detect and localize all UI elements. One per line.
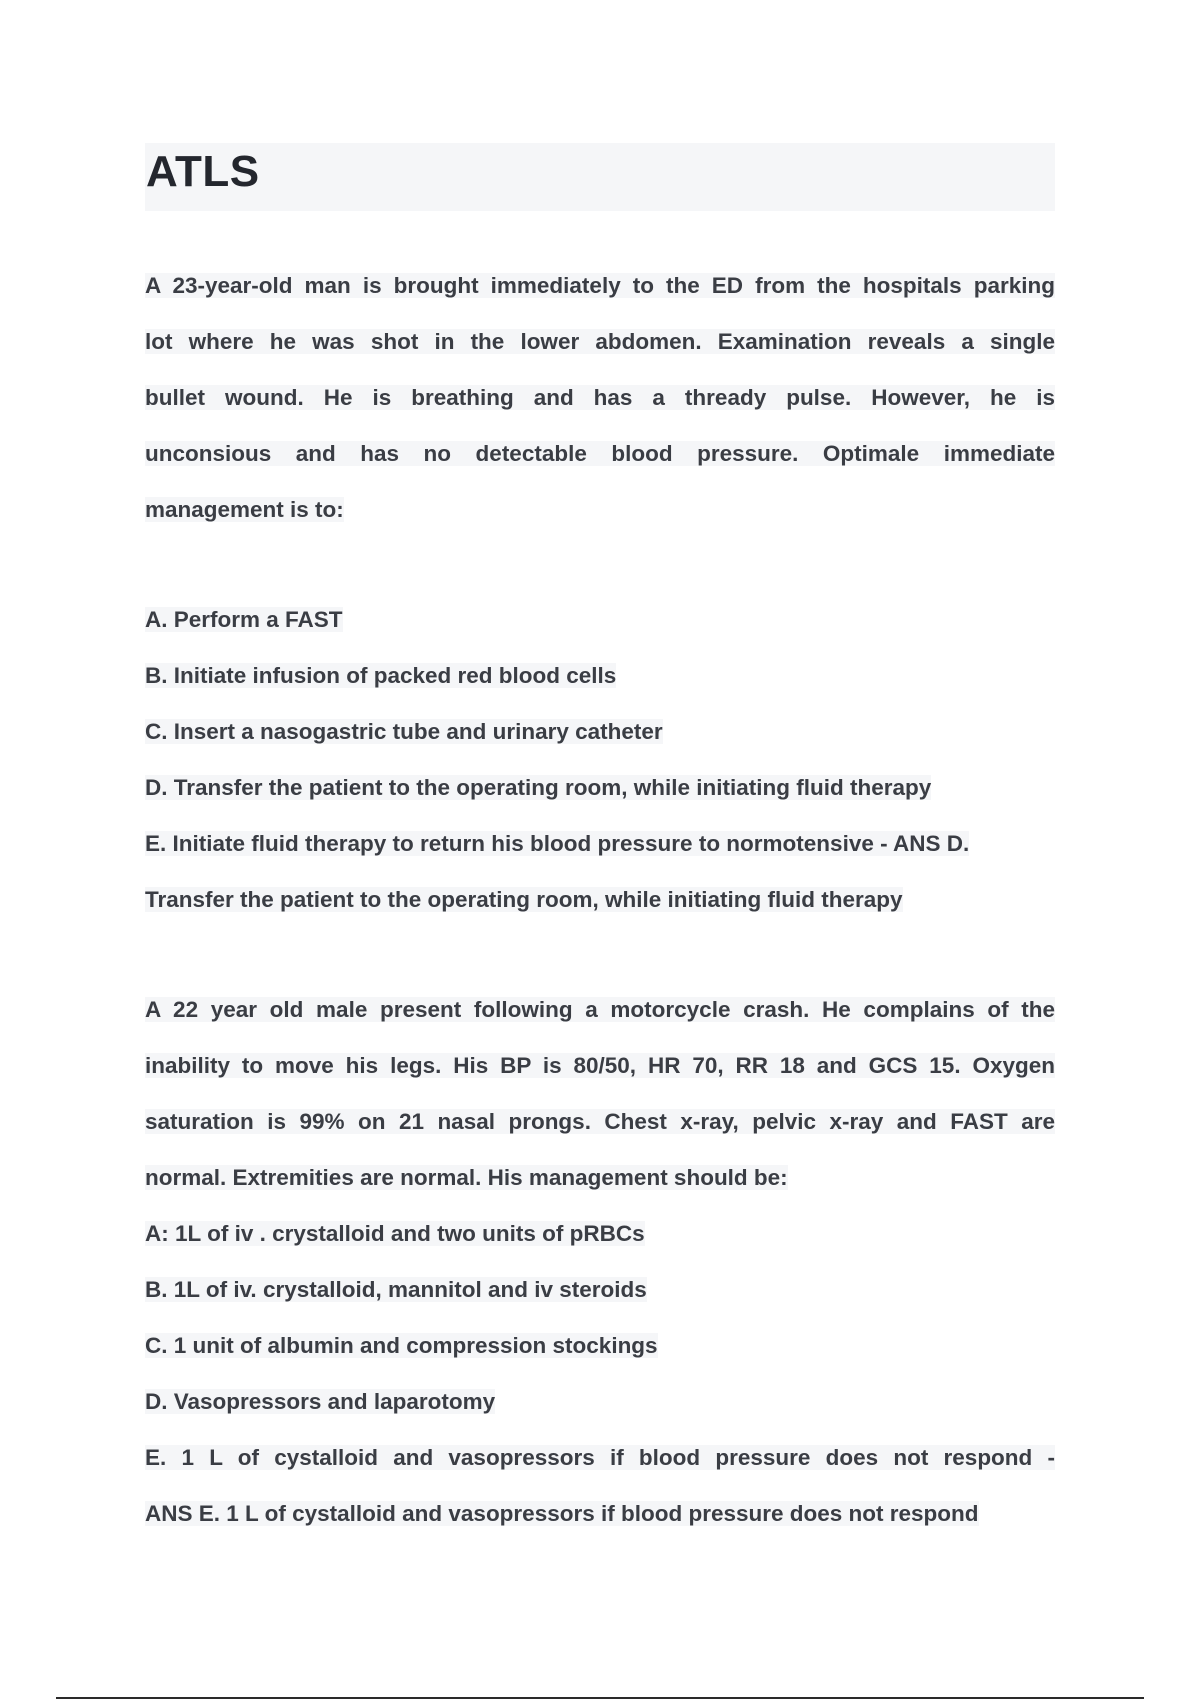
question-1-option-a: A. Perform a FAST	[145, 607, 343, 632]
question-2-stem-line: normal. Extremities are normal. His management should be:	[145, 1165, 788, 1190]
question-2-stem	[145, 982, 1055, 1206]
question-1-option-c: C. Insert a nasogastric tube and urinary catheter	[145, 719, 663, 744]
page-title: ATLS	[146, 147, 260, 196]
spacer	[145, 538, 1055, 592]
question-1-option-d: D. Transfer the patient to the operating room, while initiating fluid therapy	[145, 775, 932, 800]
question-2-stem-line: A 22 year old male present following a motorcycle crash. He complains of the	[145, 997, 1055, 1022]
question-1-stem-line: A 23-year-old man is brought immediately to the ED from the hospitals parking	[145, 273, 1055, 298]
title-background	[145, 143, 1055, 211]
question-1-stem	[145, 258, 1055, 538]
question-1-stem-line: lot where he was shot in the lower abdomen. Examination reveals a single	[145, 329, 1055, 354]
question-2-answer: ANS E. 1 L of cystalloid and vasopressors if blood pressure does not respond	[145, 1501, 979, 1526]
spacer	[145, 928, 1055, 982]
question-1-stem-line: unconsious and has no detectable blood pressure. Optimale immediate	[145, 441, 1055, 466]
question-1-answer: Transfer the patient to the operating room, while initiating fluid therapy	[145, 887, 903, 912]
question-1-stem-line: management is to:	[145, 497, 344, 522]
page-bottom-rule	[56, 1697, 1144, 1699]
question-1-option-e: E. Initiate fluid therapy to return his blood pressure to normotensive - ANS D.	[145, 831, 970, 856]
question-2-option-e: E. 1 L of cystalloid and vasopressors if blood pressure does not respond -	[145, 1445, 1055, 1470]
question-1-option-b: B. Initiate infusion of packed red blood cells	[145, 663, 617, 688]
question-2-option-c: C. 1 unit of albumin and compression stockings	[145, 1333, 658, 1358]
question-2-stem-line: inability to move his legs. His BP is 80/50, HR 70, RR 18 and GCS 15. Oxygen	[145, 1053, 1055, 1078]
question-1-options	[145, 592, 1055, 928]
question-2-options	[145, 1206, 1055, 1542]
question-2-option-b: B. 1L of iv. crystalloid, mannitol and iv steroids	[145, 1277, 647, 1302]
question-2-option-a: A: 1L of iv . crystalloid and two units of pRBCs	[145, 1221, 645, 1246]
question-2-stem-line: saturation is 99% on 21 nasal prongs. Chest x-ray, pelvic x-ray and FAST are	[145, 1109, 1055, 1134]
question-1-stem-line: bullet wound. He is breathing and has a thready pulse. However, he is	[145, 385, 1055, 410]
document-body	[145, 258, 1055, 1542]
question-2-option-d: D. Vasopressors and laparotomy	[145, 1389, 496, 1414]
